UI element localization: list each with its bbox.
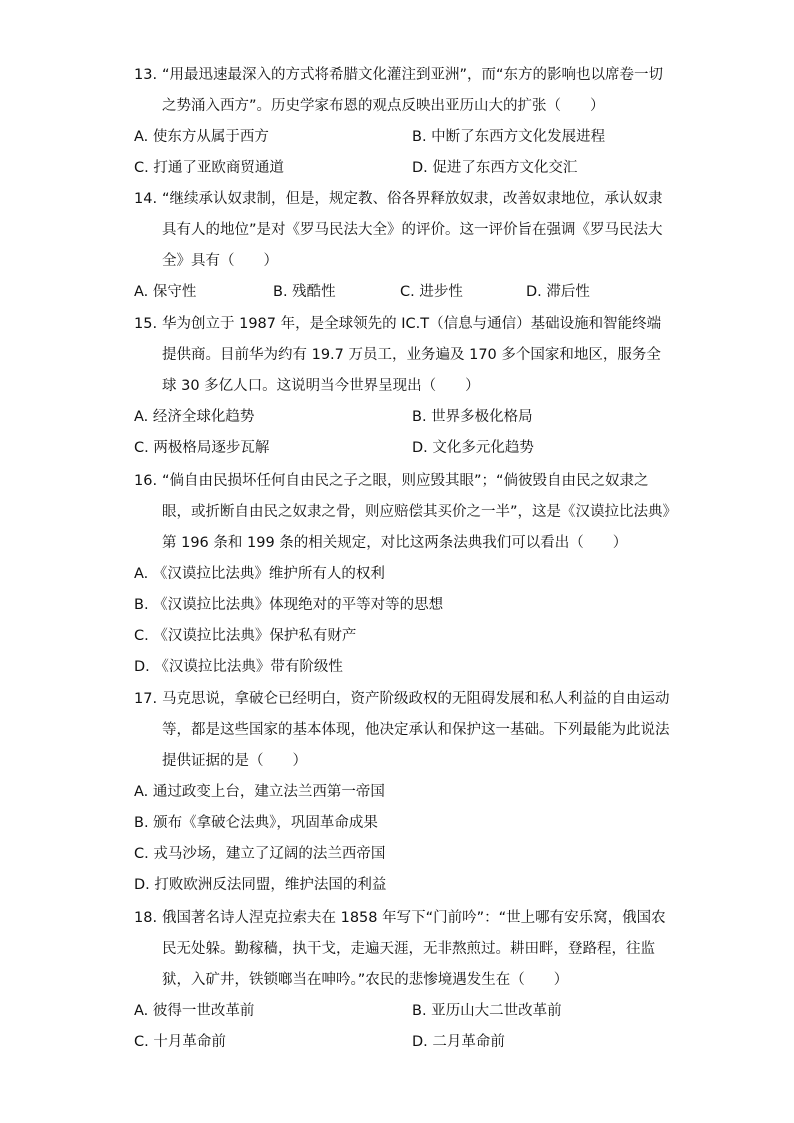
question-stem bbox=[134, 903, 674, 996]
question-text: 华为创立于 1987 年，是全球领先的 IC.T（信息与通信）基础设施和智能终端提供商。目前华为约有 19.7 万员工，业务遍及 170 多个国家和地区，服务全球 30 多亿人口。这说明当今世界呈现出（ ） bbox=[162, 316, 662, 394]
question-14 bbox=[134, 184, 674, 308]
options bbox=[134, 122, 674, 184]
option-d: D. 文化多元化趋势 bbox=[412, 440, 534, 456]
question-stem bbox=[134, 684, 674, 777]
question-number: 13. bbox=[134, 67, 158, 83]
option-c: C. 《汉谟拉比法典》保护私有财产 bbox=[134, 628, 357, 644]
option-c: C. 进步性 bbox=[400, 284, 463, 300]
question-number: 14. bbox=[134, 191, 158, 207]
option-c: C. 十月革命前 bbox=[134, 1034, 226, 1050]
question-number: 17. bbox=[134, 691, 158, 707]
option-b: B. 中断了东西方文化发展进程 bbox=[412, 129, 606, 145]
question-text: 马克思说，拿破仑已经明白，资产阶级政权的无阻碍发展和私人利益的自由运动等，都是这些国家的基本体现，他决定承认和保护这一基础。下列最能为此说法提供证据的是（ ） bbox=[162, 691, 670, 769]
question-number: 15. bbox=[134, 316, 158, 332]
option-a: A. 通过政变上台，建立法兰西第一帝国 bbox=[134, 784, 385, 800]
question-stem bbox=[134, 60, 674, 122]
question-16 bbox=[134, 466, 674, 683]
question-text: “倘自由民损坏任何自由民之子之眼，则应毁其眼”；“倘彼毁自由民之奴隶之眼，或折断自由民之奴隶之骨，则应赔偿其买价之一半”，这是《汉谟拉比法典》第 196 条和 199 条的相关规定，对比这两条法典我们可以看出（ ） bbox=[162, 473, 670, 551]
option-b: B. 《汉谟拉比法典》体现绝对的平等对等的思想 bbox=[134, 597, 444, 613]
option-c: C. 两极格局逐步瓦解 bbox=[134, 440, 270, 456]
question-stem bbox=[134, 184, 674, 277]
option-b: B. 世界多极化格局 bbox=[412, 409, 533, 425]
option-a: A. 《汉谟拉比法典》维护所有人的权利 bbox=[134, 566, 385, 582]
option-b: B. 颁布《拿破仑法典》，巩固革命成果 bbox=[134, 815, 378, 831]
question-text: 俄国著名诗人涅克拉索夫在 1858 年写下“门前吟”：“世上哪有安乐窝，俄国农民无处躲。勤稼穑，执干戈，走遍天涯，无非熬煎过。耕田畔，登路程，往监狱，入矿井，铁锁啷当在呻吟。”农民的悲惨境遇发生在（ ） bbox=[162, 910, 666, 988]
option-a: A. 保守性 bbox=[134, 284, 197, 300]
option-b: B. 残酷性 bbox=[273, 284, 336, 300]
options bbox=[134, 777, 674, 901]
option-a: A. 彼得一世改革前 bbox=[134, 1003, 255, 1019]
question-13 bbox=[134, 60, 674, 184]
option-d: D. 滞后性 bbox=[526, 284, 590, 300]
option-d: D. 《汉谟拉比法典》带有阶级性 bbox=[134, 659, 343, 675]
option-d: D. 促进了东西方文化交汇 bbox=[412, 160, 578, 176]
options bbox=[134, 996, 674, 1058]
question-number: 16. bbox=[134, 473, 158, 489]
options bbox=[134, 402, 674, 464]
option-a: A. 使东方从属于西方 bbox=[134, 129, 269, 145]
question-18 bbox=[134, 903, 674, 1058]
question-text: “继续承认奴隶制，但是，规定教、俗各界释放奴隶，改善奴隶地位，承认奴隶具有人的地位”是对《罗马民法大全》的评价。这一评价旨在强调《罗马民法大全》具有（ ） bbox=[162, 191, 663, 269]
option-d: D. 打败欧洲反法同盟，维护法国的利益 bbox=[134, 877, 387, 893]
question-stem bbox=[134, 466, 674, 559]
question-text: “用最迅速最深入的方式将希腊文化灌注到亚洲”，而“东方的影响也以席卷一切之势涌入西方”。历史学家布恩的观点反映出亚历山大的扩张（ ） bbox=[162, 67, 664, 114]
question-15 bbox=[134, 309, 674, 464]
question-17 bbox=[134, 684, 674, 901]
option-a: A. 经济全球化趋势 bbox=[134, 409, 255, 425]
question-number: 18. bbox=[134, 910, 158, 926]
question-stem bbox=[134, 309, 674, 402]
option-d: D. 二月革命前 bbox=[412, 1034, 505, 1050]
options bbox=[134, 559, 674, 683]
option-c: C. 戎马沙场，建立了辽阔的法兰西帝国 bbox=[134, 846, 386, 862]
option-c: C. 打通了亚欧商贸通道 bbox=[134, 160, 284, 176]
option-b: B. 亚历山大二世改革前 bbox=[412, 1003, 562, 1019]
options bbox=[134, 277, 674, 308]
